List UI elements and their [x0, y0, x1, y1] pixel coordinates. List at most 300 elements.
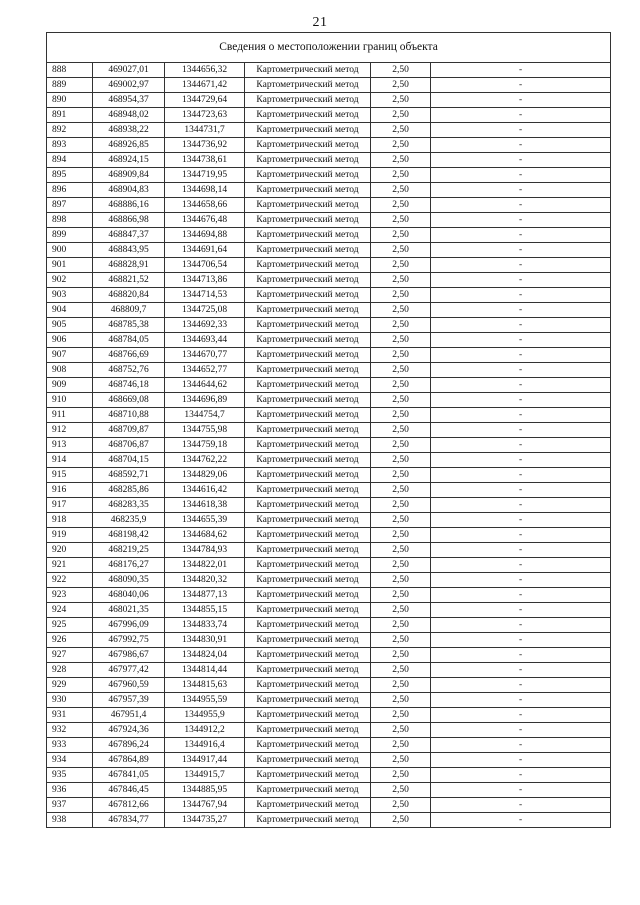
- table-row: [47, 273, 611, 288]
- y-coordinate-cell: 1344885,95: [165, 783, 245, 798]
- method-cell: Картометрический метод: [245, 603, 371, 618]
- description-cell: -: [431, 288, 611, 303]
- x-coordinate-cell: 468886,16: [93, 198, 165, 213]
- method-cell: Картометрический метод: [245, 228, 371, 243]
- x-coordinate-cell: 467846,45: [93, 783, 165, 798]
- accuracy-cell: 2,50: [371, 663, 431, 678]
- y-coordinate-cell: 1344855,15: [165, 603, 245, 618]
- accuracy-cell: 2,50: [371, 543, 431, 558]
- y-coordinate-cell: 1344670,77: [165, 348, 245, 363]
- x-coordinate-cell: 468924,15: [93, 153, 165, 168]
- point-number-cell: 912: [47, 423, 93, 438]
- y-coordinate-cell: 1344754,7: [165, 408, 245, 423]
- accuracy-cell: 2,50: [371, 648, 431, 663]
- y-coordinate-cell: 1344691,64: [165, 243, 245, 258]
- table-row: [47, 438, 611, 453]
- method-cell: Картометрический метод: [245, 318, 371, 333]
- description-cell: -: [431, 318, 611, 333]
- method-cell: Картометрический метод: [245, 378, 371, 393]
- accuracy-cell: 2,50: [371, 708, 431, 723]
- description-cell: -: [431, 798, 611, 813]
- point-number-cell: 915: [47, 468, 93, 483]
- point-number-cell: 904: [47, 303, 93, 318]
- method-cell: Картометрический метод: [245, 678, 371, 693]
- accuracy-cell: 2,50: [371, 123, 431, 138]
- description-cell: -: [431, 708, 611, 723]
- x-coordinate-cell: 468709,87: [93, 423, 165, 438]
- method-cell: Картометрический метод: [245, 393, 371, 408]
- point-number-cell: 913: [47, 438, 93, 453]
- accuracy-cell: 2,50: [371, 498, 431, 513]
- table-row: [47, 138, 611, 153]
- point-number-cell: 894: [47, 153, 93, 168]
- method-cell: Картометрический метод: [245, 648, 371, 663]
- y-coordinate-cell: 1344693,44: [165, 333, 245, 348]
- description-cell: -: [431, 393, 611, 408]
- accuracy-cell: 2,50: [371, 618, 431, 633]
- accuracy-cell: 2,50: [371, 183, 431, 198]
- description-cell: -: [431, 498, 611, 513]
- table-body: [47, 63, 611, 828]
- x-coordinate-cell: 467864,89: [93, 753, 165, 768]
- table-row: [47, 318, 611, 333]
- table-row: [47, 663, 611, 678]
- y-coordinate-cell: 1344729,64: [165, 93, 245, 108]
- page-number: 21: [312, 15, 328, 30]
- x-coordinate-cell: 468090,35: [93, 573, 165, 588]
- y-coordinate-cell: 1344676,48: [165, 213, 245, 228]
- method-cell: Картометрический метод: [245, 468, 371, 483]
- x-coordinate-cell: 468784,05: [93, 333, 165, 348]
- description-cell: -: [431, 753, 611, 768]
- method-cell: Картометрический метод: [245, 738, 371, 753]
- description-cell: -: [431, 243, 611, 258]
- description-cell: -: [431, 378, 611, 393]
- table-row: [47, 423, 611, 438]
- point-number-cell: 929: [47, 678, 93, 693]
- table-row: [47, 468, 611, 483]
- x-coordinate-cell: 468746,18: [93, 378, 165, 393]
- description-cell: -: [431, 813, 611, 828]
- y-coordinate-cell: 1344723,63: [165, 108, 245, 123]
- point-number-cell: 918: [47, 513, 93, 528]
- accuracy-cell: 2,50: [371, 318, 431, 333]
- point-number-cell: 896: [47, 183, 93, 198]
- method-cell: Картометрический метод: [245, 723, 371, 738]
- method-cell: Картометрический метод: [245, 123, 371, 138]
- accuracy-cell: 2,50: [371, 138, 431, 153]
- accuracy-cell: 2,50: [371, 213, 431, 228]
- x-coordinate-cell: 467996,09: [93, 618, 165, 633]
- table-row: [47, 573, 611, 588]
- point-number-cell: 901: [47, 258, 93, 273]
- accuracy-cell: 2,50: [371, 603, 431, 618]
- x-coordinate-cell: 468710,88: [93, 408, 165, 423]
- y-coordinate-cell: 1344829,06: [165, 468, 245, 483]
- y-coordinate-cell: 1344652,77: [165, 363, 245, 378]
- y-coordinate-cell: 1344762,22: [165, 453, 245, 468]
- boundary-table: [46, 32, 611, 828]
- point-number-cell: 935: [47, 768, 93, 783]
- table-row: [47, 348, 611, 363]
- x-coordinate-cell: 468021,35: [93, 603, 165, 618]
- method-cell: Картометрический метод: [245, 783, 371, 798]
- point-number-cell: 902: [47, 273, 93, 288]
- x-coordinate-cell: 468909,84: [93, 168, 165, 183]
- table-row: [47, 783, 611, 798]
- table-row: [47, 588, 611, 603]
- description-cell: -: [431, 348, 611, 363]
- table-row: [47, 528, 611, 543]
- description-cell: -: [431, 183, 611, 198]
- method-cell: Картометрический метод: [245, 708, 371, 723]
- table-row: [47, 813, 611, 828]
- method-cell: Картометрический метод: [245, 138, 371, 153]
- table-row: [47, 408, 611, 423]
- x-coordinate-cell: 467834,77: [93, 813, 165, 828]
- x-coordinate-cell: 467896,24: [93, 738, 165, 753]
- x-coordinate-cell: 468592,71: [93, 468, 165, 483]
- description-cell: -: [431, 273, 611, 288]
- x-coordinate-cell: 468843,95: [93, 243, 165, 258]
- table-row: [47, 693, 611, 708]
- table-row: [47, 633, 611, 648]
- x-coordinate-cell: 468847,37: [93, 228, 165, 243]
- method-cell: Картометрический метод: [245, 513, 371, 528]
- description-cell: -: [431, 663, 611, 678]
- x-coordinate-cell: 467957,39: [93, 693, 165, 708]
- accuracy-cell: 2,50: [371, 813, 431, 828]
- x-coordinate-cell: 468926,85: [93, 138, 165, 153]
- accuracy-cell: 2,50: [371, 93, 431, 108]
- method-cell: Картометрический метод: [245, 183, 371, 198]
- x-coordinate-cell: 467960,59: [93, 678, 165, 693]
- point-number-cell: 921: [47, 558, 93, 573]
- description-cell: -: [431, 258, 611, 273]
- table-row: [47, 603, 611, 618]
- description-cell: -: [431, 303, 611, 318]
- method-cell: Картометрический метод: [245, 108, 371, 123]
- x-coordinate-cell: 468198,42: [93, 528, 165, 543]
- x-coordinate-cell: 468954,37: [93, 93, 165, 108]
- y-coordinate-cell: 1344706,54: [165, 258, 245, 273]
- y-coordinate-cell: 1344784,93: [165, 543, 245, 558]
- y-coordinate-cell: 1344644,62: [165, 378, 245, 393]
- description-cell: -: [431, 453, 611, 468]
- method-cell: Картометрический метод: [245, 528, 371, 543]
- point-number-cell: 938: [47, 813, 93, 828]
- accuracy-cell: 2,50: [371, 303, 431, 318]
- y-coordinate-cell: 1344824,04: [165, 648, 245, 663]
- accuracy-cell: 2,50: [371, 528, 431, 543]
- point-number-cell: 899: [47, 228, 93, 243]
- description-cell: -: [431, 213, 611, 228]
- y-coordinate-cell: 1344815,63: [165, 678, 245, 693]
- description-cell: -: [431, 153, 611, 168]
- accuracy-cell: 2,50: [371, 348, 431, 363]
- y-coordinate-cell: 1344671,42: [165, 78, 245, 93]
- point-number-cell: 926: [47, 633, 93, 648]
- method-cell: Картометрический метод: [245, 588, 371, 603]
- y-coordinate-cell: 1344692,33: [165, 318, 245, 333]
- table-row: [47, 153, 611, 168]
- accuracy-cell: 2,50: [371, 753, 431, 768]
- description-cell: -: [431, 408, 611, 423]
- y-coordinate-cell: 1344658,66: [165, 198, 245, 213]
- point-number-cell: 924: [47, 603, 93, 618]
- y-coordinate-cell: 1344912,2: [165, 723, 245, 738]
- y-coordinate-cell: 1344736,92: [165, 138, 245, 153]
- y-coordinate-cell: 1344955,59: [165, 693, 245, 708]
- accuracy-cell: 2,50: [371, 363, 431, 378]
- point-number-cell: 922: [47, 573, 93, 588]
- point-number-cell: 914: [47, 453, 93, 468]
- accuracy-cell: 2,50: [371, 558, 431, 573]
- method-cell: Картометрический метод: [245, 348, 371, 363]
- description-cell: -: [431, 723, 611, 738]
- x-coordinate-cell: 467841,05: [93, 768, 165, 783]
- description-cell: -: [431, 108, 611, 123]
- point-number-cell: 891: [47, 108, 93, 123]
- table-row: [47, 618, 611, 633]
- accuracy-cell: 2,50: [371, 573, 431, 588]
- table-row: [47, 648, 611, 663]
- accuracy-cell: 2,50: [371, 678, 431, 693]
- point-number-cell: 931: [47, 708, 93, 723]
- x-coordinate-cell: 468866,98: [93, 213, 165, 228]
- point-number-cell: 911: [47, 408, 93, 423]
- y-coordinate-cell: 1344713,86: [165, 273, 245, 288]
- y-coordinate-cell: 1344833,74: [165, 618, 245, 633]
- x-coordinate-cell: 467812,66: [93, 798, 165, 813]
- y-coordinate-cell: 1344738,61: [165, 153, 245, 168]
- x-coordinate-cell: 467924,36: [93, 723, 165, 738]
- description-cell: -: [431, 513, 611, 528]
- point-number-cell: 909: [47, 378, 93, 393]
- table-title-row: [47, 33, 611, 63]
- method-cell: Картометрический метод: [245, 93, 371, 108]
- y-coordinate-cell: 1344698,14: [165, 183, 245, 198]
- accuracy-cell: 2,50: [371, 153, 431, 168]
- method-cell: Картометрический метод: [245, 558, 371, 573]
- accuracy-cell: 2,50: [371, 588, 431, 603]
- point-number-cell: 907: [47, 348, 93, 363]
- x-coordinate-cell: 468828,91: [93, 258, 165, 273]
- description-cell: -: [431, 438, 611, 453]
- y-coordinate-cell: 1344820,32: [165, 573, 245, 588]
- table-row: [47, 198, 611, 213]
- table-row: [47, 483, 611, 498]
- y-coordinate-cell: 1344822,01: [165, 558, 245, 573]
- point-number-cell: 920: [47, 543, 93, 558]
- y-coordinate-cell: 1344830,91: [165, 633, 245, 648]
- accuracy-cell: 2,50: [371, 783, 431, 798]
- description-cell: -: [431, 363, 611, 378]
- accuracy-cell: 2,50: [371, 198, 431, 213]
- method-cell: Картометрический метод: [245, 483, 371, 498]
- y-coordinate-cell: 1344725,08: [165, 303, 245, 318]
- point-number-cell: 933: [47, 738, 93, 753]
- y-coordinate-cell: 1344696,89: [165, 393, 245, 408]
- y-coordinate-cell: 1344616,42: [165, 483, 245, 498]
- description-cell: -: [431, 468, 611, 483]
- accuracy-cell: 2,50: [371, 393, 431, 408]
- method-cell: Картометрический метод: [245, 798, 371, 813]
- method-cell: Картометрический метод: [245, 63, 371, 78]
- table-row: [47, 183, 611, 198]
- x-coordinate-cell: 468669,08: [93, 393, 165, 408]
- point-number-cell: 892: [47, 123, 93, 138]
- accuracy-cell: 2,50: [371, 288, 431, 303]
- description-cell: -: [431, 198, 611, 213]
- method-cell: Картометрический метод: [245, 633, 371, 648]
- table-row: [47, 678, 611, 693]
- x-coordinate-cell: 468235,9: [93, 513, 165, 528]
- accuracy-cell: 2,50: [371, 438, 431, 453]
- accuracy-cell: 2,50: [371, 228, 431, 243]
- y-coordinate-cell: 1344735,27: [165, 813, 245, 828]
- table-row: [47, 768, 611, 783]
- x-coordinate-cell: 468040,06: [93, 588, 165, 603]
- description-cell: -: [431, 618, 611, 633]
- method-cell: Картометрический метод: [245, 768, 371, 783]
- table-row: [47, 543, 611, 558]
- method-cell: Картометрический метод: [245, 333, 371, 348]
- x-coordinate-cell: 468176,27: [93, 558, 165, 573]
- table-row: [47, 303, 611, 318]
- description-cell: -: [431, 123, 611, 138]
- y-coordinate-cell: 1344731,7: [165, 123, 245, 138]
- y-coordinate-cell: 1344814,44: [165, 663, 245, 678]
- accuracy-cell: 2,50: [371, 168, 431, 183]
- x-coordinate-cell: 467977,42: [93, 663, 165, 678]
- point-number-cell: 905: [47, 318, 93, 333]
- method-cell: Картометрический метод: [245, 78, 371, 93]
- accuracy-cell: 2,50: [371, 453, 431, 468]
- table-row: [47, 228, 611, 243]
- accuracy-cell: 2,50: [371, 423, 431, 438]
- table-row: [47, 453, 611, 468]
- x-coordinate-cell: 468820,84: [93, 288, 165, 303]
- table-row: [47, 108, 611, 123]
- table-row: [47, 753, 611, 768]
- table-row: [47, 558, 611, 573]
- accuracy-cell: 2,50: [371, 768, 431, 783]
- table-row: [47, 738, 611, 753]
- y-coordinate-cell: 1344916,4: [165, 738, 245, 753]
- table-row: [47, 798, 611, 813]
- point-number-cell: 889: [47, 78, 93, 93]
- method-cell: Картометрический метод: [245, 423, 371, 438]
- description-cell: -: [431, 558, 611, 573]
- accuracy-cell: 2,50: [371, 483, 431, 498]
- method-cell: Картометрический метод: [245, 153, 371, 168]
- method-cell: Картометрический метод: [245, 438, 371, 453]
- description-cell: -: [431, 423, 611, 438]
- y-coordinate-cell: 1344656,32: [165, 63, 245, 78]
- description-cell: -: [431, 768, 611, 783]
- description-cell: -: [431, 168, 611, 183]
- y-coordinate-cell: 1344714,53: [165, 288, 245, 303]
- accuracy-cell: 2,50: [371, 378, 431, 393]
- accuracy-cell: 2,50: [371, 408, 431, 423]
- table-row: [47, 513, 611, 528]
- x-coordinate-cell: 469027,01: [93, 63, 165, 78]
- description-cell: -: [431, 63, 611, 78]
- description-cell: -: [431, 783, 611, 798]
- point-number-cell: 906: [47, 333, 93, 348]
- point-number-cell: 923: [47, 588, 93, 603]
- method-cell: Картометрический метод: [245, 288, 371, 303]
- method-cell: Картометрический метод: [245, 753, 371, 768]
- method-cell: Картометрический метод: [245, 303, 371, 318]
- table-row: [47, 63, 611, 78]
- description-cell: -: [431, 483, 611, 498]
- y-coordinate-cell: 1344755,98: [165, 423, 245, 438]
- accuracy-cell: 2,50: [371, 693, 431, 708]
- table-row: [47, 288, 611, 303]
- accuracy-cell: 2,50: [371, 468, 431, 483]
- point-number-cell: 898: [47, 213, 93, 228]
- method-cell: Картометрический метод: [245, 573, 371, 588]
- y-coordinate-cell: 1344877,13: [165, 588, 245, 603]
- point-number-cell: 925: [47, 618, 93, 633]
- table-row: [47, 243, 611, 258]
- x-coordinate-cell: 468821,52: [93, 273, 165, 288]
- table-row: [47, 258, 611, 273]
- x-coordinate-cell: 468283,35: [93, 498, 165, 513]
- description-cell: -: [431, 633, 611, 648]
- point-number-cell: 927: [47, 648, 93, 663]
- description-cell: -: [431, 678, 611, 693]
- y-coordinate-cell: 1344917,44: [165, 753, 245, 768]
- description-cell: -: [431, 588, 611, 603]
- x-coordinate-cell: 468752,76: [93, 363, 165, 378]
- method-cell: Картометрический метод: [245, 453, 371, 468]
- method-cell: Картометрический метод: [245, 618, 371, 633]
- table-row: [47, 363, 611, 378]
- method-cell: Картометрический метод: [245, 258, 371, 273]
- point-number-cell: 932: [47, 723, 93, 738]
- x-coordinate-cell: 468285,86: [93, 483, 165, 498]
- description-cell: -: [431, 528, 611, 543]
- accuracy-cell: 2,50: [371, 633, 431, 648]
- accuracy-cell: 2,50: [371, 798, 431, 813]
- x-coordinate-cell: 468704,15: [93, 453, 165, 468]
- table-title: Сведения о местоположении границ объекта: [47, 33, 611, 63]
- method-cell: Картометрический метод: [245, 498, 371, 513]
- x-coordinate-cell: 468948,02: [93, 108, 165, 123]
- y-coordinate-cell: 1344955,9: [165, 708, 245, 723]
- description-cell: -: [431, 228, 611, 243]
- y-coordinate-cell: 1344915,7: [165, 768, 245, 783]
- x-coordinate-cell: 468706,87: [93, 438, 165, 453]
- point-number-cell: 890: [47, 93, 93, 108]
- table-row: [47, 378, 611, 393]
- point-number-cell: 928: [47, 663, 93, 678]
- accuracy-cell: 2,50: [371, 258, 431, 273]
- method-cell: Картометрический метод: [245, 168, 371, 183]
- point-number-cell: 900: [47, 243, 93, 258]
- x-coordinate-cell: 469002,97: [93, 78, 165, 93]
- y-coordinate-cell: 1344694,88: [165, 228, 245, 243]
- method-cell: Картометрический метод: [245, 408, 371, 423]
- description-cell: -: [431, 93, 611, 108]
- point-number-cell: 936: [47, 783, 93, 798]
- description-cell: -: [431, 333, 611, 348]
- accuracy-cell: 2,50: [371, 108, 431, 123]
- point-number-cell: 910: [47, 393, 93, 408]
